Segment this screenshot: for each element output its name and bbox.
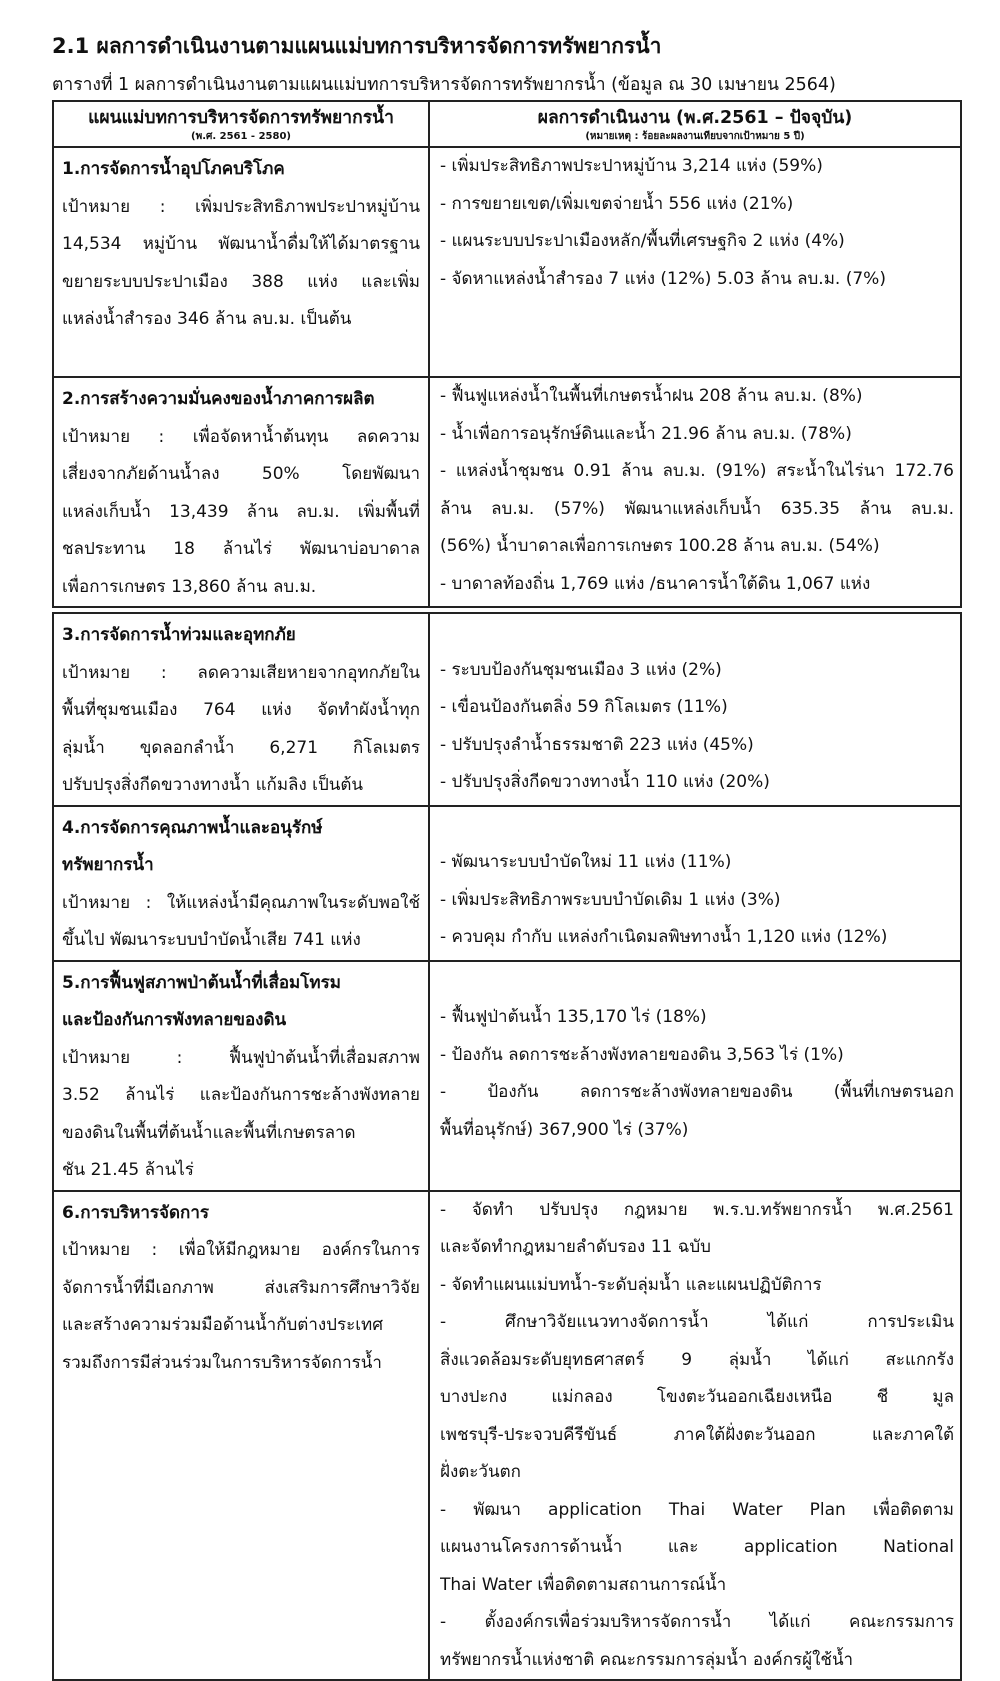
plan-title: 6.การบริหารจัดการ	[62, 1202, 210, 1223]
header-master-plan-period: (พ.ศ. 2561 - 2580)	[191, 131, 291, 142]
table-row	[53, 147, 961, 377]
plan-target-line: รวมถึงการมีส่วนร่วมในการบริหารจัดการน้ำ	[62, 1352, 382, 1373]
table-row	[53, 377, 961, 607]
result-line: และจัดทำกฎหมายลำดับรอง 11 ฉบับ	[440, 1237, 711, 1257]
result-line: - เพิ่มประสิทธิภาพประปาหมู่บ้าน 3,214 แห่ง (59%)	[440, 156, 823, 176]
result-line: - แหล่งน้ำชุมชน 0.91 ล้าน ลบ.ม. (91%) สระน้ำในไร่นา 172.76	[440, 461, 954, 481]
result-line: ล้าน ลบ.ม. (57%) พัฒนาแหล่งเก็บน้ำ 635.35 ล้าน ลบ.ม.	[440, 498, 954, 519]
plan-cell	[53, 1191, 429, 1681]
header-results-note: (หมายเหตุ : ร้อยละผลงานเทียบจากเป้าหมาย 5 ปี)	[585, 131, 805, 142]
results-table	[52, 100, 962, 1681]
result-line: - ปรับปรุงลำน้ำธรรมชาติ 223 แห่ง (45%)	[440, 734, 754, 755]
result-line: - จัดทำ ปรับปรุง กฎหมาย พ.ร.บ.ทรัพยากรน้ำ พ.ศ.2561	[440, 1199, 954, 1220]
plan-target-line: แหล่งน้ำสำรอง 346 ล้าน ลบ.ม. เป็นต้น	[62, 309, 352, 329]
result-line: - ระบบป้องกันชุมชนเมือง 3 แห่ง (2%)	[440, 659, 722, 680]
plan-title: 1.การจัดการน้ำอุปโภคบริโภค	[62, 159, 285, 179]
result-cell	[429, 961, 961, 1191]
header-results-title: ผลการดำเนินงาน (พ.ศ.2561 – ปัจจุบัน)	[537, 108, 853, 128]
plan-title: 3.การจัดการน้ำท่วมและอุทกภัย	[62, 625, 296, 645]
result-line: - ป้องกัน ลดการชะล้างพังทลายของดิน 3,563 ไร่ (1%)	[440, 1044, 844, 1065]
plan-target-line: เป้าหมาย : เพื่อจัดหาน้ำต้นทุน ลดความ	[62, 426, 420, 447]
plan-target-line: เป้าหมาย : เพิ่มประสิทธิภาพประปาหมู่บ้าน	[62, 196, 420, 217]
result-line: - ควบคุม กำกับ แหล่งกำเนิดมลพิษทางน้ำ 1,120 แห่ง (12%)	[440, 927, 888, 947]
plan-target-line: 14,534 หมู่บ้าน พัฒนาน้ำดื่มให้ได้มาตรฐาน	[62, 234, 420, 254]
spacer	[440, 962, 954, 1000]
plan-target-line: ขึ้นไป พัฒนาระบบบำบัดน้ำเสีย 741 แห่ง	[62, 930, 361, 950]
result-line: - ตั้งองค์กรเพื่อร่วมบริหารจัดการน้ำ ได้แก่ คณะกรรมการ	[440, 1612, 954, 1632]
result-line: ฝั่งตะวันตก	[440, 1462, 521, 1482]
plan-target-line: แหล่งเก็บน้ำ 13,439 ล้าน ลบ.ม. เพิ่มพื้นที่	[62, 501, 420, 522]
plan-target-line: และสร้างความร่วมมือด้านน้ำกับต่างประเทศ	[62, 1315, 384, 1335]
plan-title: 4.การจัดการคุณภาพน้ำและอนุรักษ์	[62, 817, 323, 838]
header-master-plan-title: แผนแม่บทการบริหารจัดการทรัพยากรน้ำ	[88, 108, 394, 128]
spacer	[440, 807, 954, 845]
result-line: - พัฒนาระบบบำบัดใหม่ 11 แห่ง (11%)	[440, 852, 732, 872]
plan-title: 2.การสร้างความมั่นคงของน้ำภาคการผลิต	[62, 389, 375, 409]
result-line: - พัฒนา application Thai Water Plan เพื่อติดตาม	[440, 1499, 954, 1520]
plan-target-line: 3.52 ล้านไร่ และป้องกันการชะล้างพังทลาย	[62, 1085, 420, 1105]
result-line: บางปะกง แม่กลอง โขงตะวันออกเฉียงเหนือ ชี มูล	[440, 1387, 954, 1407]
table-header-row	[53, 101, 961, 147]
result-line: Thai Water เพื่อติดตามสถานการณ์น้ำ	[440, 1574, 727, 1595]
result-line: - เพิ่มประสิทธิภาพระบบบำบัดเดิม 1 แห่ง (3%)	[440, 889, 781, 910]
table-row	[53, 1191, 961, 1681]
plan-target-line: เป้าหมาย : ฟื้นฟูป่าต้นน้ำที่เสื่อมสภาพ	[62, 1047, 420, 1068]
result-line: - ฟื้นฟูแหล่งน้ำในพื้นที่เกษตรน้ำฝน 208 ล้าน ลบ.ม. (8%)	[440, 386, 863, 406]
result-line: - ศึกษาวิจัยแนวทางจัดการน้ำ ได้แก่ การประเมิน	[440, 1312, 954, 1332]
result-line: - ปรับปรุงสิ่งกีดขวางทางน้ำ 110 แห่ง (20%)	[440, 772, 770, 792]
section-title: 2.1 ผลการดำเนินงานตามแผนแม่บทการบริหารจัดการทรัพยากรน้ำ	[52, 34, 662, 58]
plan-cell	[53, 613, 429, 806]
plan-cell	[53, 806, 429, 961]
plan-title: ทรัพยากรน้ำ	[62, 855, 154, 875]
result-line: (56%) น้ำบาดาลเพื่อการเกษตร 100.28 ล้าน ลบ.ม. (54%)	[440, 536, 880, 556]
table-body	[53, 147, 961, 1680]
result-cell	[429, 806, 961, 961]
plan-target-line: เพื่อการเกษตร 13,860 ล้าน ลบ.ม.	[62, 576, 317, 597]
result-line: - ป้องกัน ลดการชะล้างพังทลายของดิน (พื้นที่เกษตรนอก	[440, 1082, 954, 1102]
plan-target-line: จัดการน้ำที่มีเอกภาพ ส่งเสริมการศึกษาวิจัย	[62, 1277, 420, 1298]
result-line: ทรัพยากรน้ำแห่งชาติ คณะกรรมการลุ่มน้ำ องค์กรผู้ใช้น้ำ	[440, 1649, 854, 1670]
result-line: - จัดทำแผนแม่บทน้ำ-ระดับลุ่มน้ำ และแผนปฏิบัติการ	[440, 1274, 822, 1295]
plan-cell	[53, 377, 429, 607]
table-row	[53, 806, 961, 961]
result-cell	[429, 613, 961, 806]
plan-target-line: ขยายระบบประปาเมือง 388 แห่ง และเพิ่ม	[62, 271, 420, 292]
result-line: - ฟื้นฟูป่าต้นน้ำ 135,170 ไร่ (18%)	[440, 1007, 707, 1027]
plan-target-line: เป้าหมาย : เพื่อให้มีกฎหมาย องค์กรในการ	[62, 1240, 420, 1260]
result-line: - น้ำเพื่อการอนุรักษ์ดินและน้ำ 21.96 ล้าน ลบ.ม. (78%)	[440, 423, 852, 444]
plan-target-line: ปรับปรุงสิ่งกีดขวางทางน้ำ แก้มลิง เป็นต้น	[62, 775, 364, 795]
result-line: - แผนระบบประปาเมืองหลัก/พื้นที่เศรษฐกิจ 2 แห่ง (4%)	[440, 231, 845, 251]
plan-title: และป้องกันการพังทลายของดิน	[62, 1010, 287, 1030]
header-results	[429, 101, 961, 147]
plan-cell	[53, 961, 429, 1191]
result-line: เพชรบุรี-ประจวบคีรีขันธ์ ภาคใต้ฝั่งตะวันออก และภาคใต้	[440, 1424, 954, 1445]
table-row	[53, 613, 961, 806]
result-line: พื้นที่อนุรักษ์) 367,900 ไร่ (37%)	[440, 1119, 689, 1140]
plan-target-line: เป้าหมาย : ลดความเสียหายจากอุทกภัยใน	[62, 662, 420, 683]
table-row	[53, 961, 961, 1191]
plan-target-line: พื้นที่ชุมชนเมือง 764 แห่ง จัดทำผังน้ำทุก	[62, 700, 420, 720]
result-line: - การขยายเขต/เพิ่มเขตจ่ายน้ำ 556 แห่ง (21%)	[440, 193, 794, 214]
plan-target-line: ชลประทาน 18 ล้านไร่ พัฒนาบ่อบาดาล	[62, 539, 420, 559]
result-cell	[429, 147, 961, 377]
plan-target-line: ชัน 21.45 ล้านไร่	[62, 1160, 194, 1180]
result-line: แผนงานโครงการด้านน้ำ และ application National	[440, 1537, 954, 1557]
result-cell	[429, 1191, 961, 1681]
result-line: - เขื่อนป้องกันตลิ่ง 59 กิโลเมตร (11%)	[440, 697, 728, 717]
result-cell	[429, 377, 961, 607]
result-line: - จัดหาแหล่งน้ำสำรอง 7 แห่ง (12%) 5.03 ล้าน ลบ.ม. (7%)	[440, 268, 886, 289]
header-master-plan	[53, 101, 429, 147]
table-caption: ตารางที่ 1 ผลการดำเนินงานตามแผนแม่บทการบริหารจัดการทรัพยากรน้ำ (ข้อมูล ณ 30 เมษายน 2564)	[52, 75, 836, 95]
plan-target-line: ลุ่มน้ำ ขุดลอกลำน้ำ 6,271 กิโลเมตร	[62, 737, 420, 758]
result-line: สิ่งแวดล้อมระดับยุทธศาสตร์ 9 ลุ่มน้ำ ได้แก่ สะแกกรัง	[440, 1349, 954, 1370]
plan-target-line: เป้าหมาย : ให้แหล่งน้ำมีคุณภาพในระดับพอใช้	[62, 892, 420, 913]
plan-target-line: ของดินในพื้นที่ต้นน้ำและพื้นที่เกษตรลาด	[62, 1122, 356, 1143]
plan-target-line: เสี่ยงจากภัยด้านน้ำลง 50% โดยพัฒนา	[62, 464, 420, 484]
plan-cell	[53, 147, 429, 377]
plan-title: 5.การฟื้นฟูสภาพป่าต้นน้ำที่เสื่อมโทรม	[62, 972, 341, 993]
spacer	[440, 614, 954, 652]
result-line: - บาดาลท้องถิ่น 1,769 แห่ง /ธนาคารน้ำใต้ดิน 1,067 แห่ง	[440, 573, 871, 594]
